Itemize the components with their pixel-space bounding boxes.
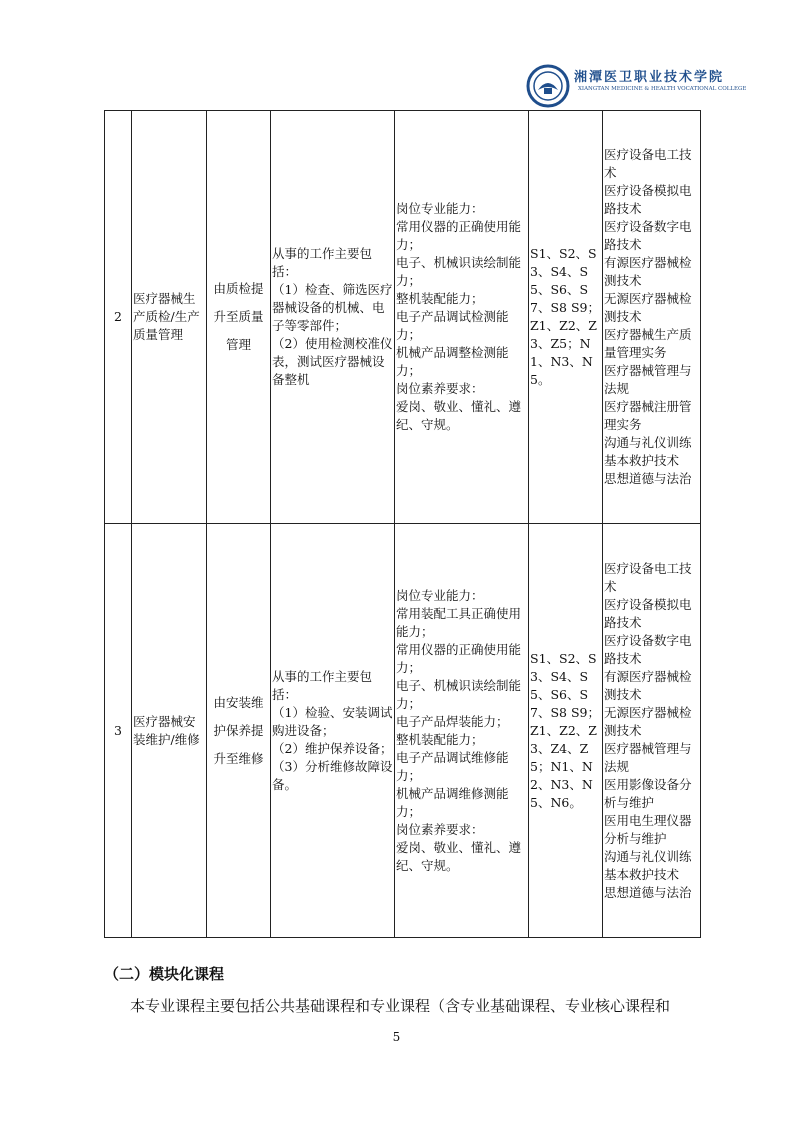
ability-line: 爱岗、敬业、懂礼、遵纪、守规。 [396,839,522,873]
course-item: 有源医疗器械检测技术 [604,668,692,702]
ability-line: 电子、机械识读绘制能力； [396,677,522,711]
course-item: 无源医疗器械检测技术 [604,704,692,738]
section-title: （二）模块化课程 [104,965,225,983]
job-tasks [271,111,395,524]
ability-line: 岗位专业能力： [396,201,484,216]
job-abilities [395,524,529,938]
task-line: （1）检查、筛选医疗器械设备的机械、电子等零部件； [272,282,393,333]
course-item: 医用影像设备分析与维护 [604,776,692,810]
row-number: 3 [105,524,132,938]
job-tasks [271,524,395,938]
career-path: 由质检提升至质量管理 [207,111,271,524]
course-item: 无源医疗器械检测技术 [604,291,692,324]
course-item: 医疗器械管理与法规 [604,740,692,774]
row-number: 2 [105,111,132,524]
task-line: （2）维护保养设备； [272,740,393,756]
competency-codes: S1、S2、S3、S4、S5、S6、S7、S8 S9；Z1、Z2、Z3、Z4、Z5；N1、N2、N3、N5、N6。 [529,524,603,938]
ability-line: 电子、机械识读绘制能力； [396,255,522,288]
ability-line: 电子产品调试检测能力； [396,309,509,342]
course-item: 有源医疗器械检测技术 [604,255,692,288]
ability-line: 电子产品焊装能力； [396,713,509,729]
course-item: 医疗设备模拟电路技术 [604,596,692,630]
ability-line: 爱岗、敬业、懂礼、遵纪、守规。 [396,399,522,432]
ability-line: 电子产品调试维修能力； [396,749,509,783]
course-item: 基本救护技术 [604,453,680,468]
ability-line: 常用仪器的正确使用能力； [396,219,522,252]
course-item: 医疗设备数字电路技术 [604,219,692,252]
table-row [105,111,701,524]
job-table [104,110,701,938]
job-position: 医疗器械安装维护/维修 [132,524,207,938]
course-item: 基本救护技术 [604,866,680,882]
course-item: 沟通与礼仪训练 [604,435,692,450]
course-item: 沟通与礼仪训练 [604,848,692,864]
competency-codes: S1、S2、S3、S4、S5、S6、S7、S8 S9；Z1、Z2、Z3、Z5；N1、N3、N5。 [529,111,603,524]
task-line: （1）检验、安装调试购进设备； [272,704,393,738]
ability-line: 岗位素养要求： [396,381,484,396]
page-number: 5 [392,1030,401,1044]
course-item: 医疗设备数字电路技术 [604,632,692,666]
task-line: 从事的工作主要包括： [272,668,373,702]
task-line: （3）分析维修故障设备。 [272,758,393,792]
table-row [105,524,701,938]
course-item: 思想道德与法治 [604,471,692,486]
task-line: （2）使用检测校准仪表，测试医疗器械设备整机 [272,336,393,387]
course-item: 医疗器械生产质量管理实务 [604,327,692,360]
ability-line: 整机装配能力； [396,731,484,747]
logo-text-cn: 湘潭医卫职业技术学院 [574,70,725,85]
course-item: 医疗设备模拟电路技术 [604,183,692,216]
career-path: 由安装维护保养提升至维修 [207,524,271,938]
course-item: 医用电生理仪器分析与维护 [604,812,692,846]
logo-text-en: XIANGTAN MEDICINE & HEALTH VOCATIONAL COLLEGE [578,86,747,92]
course-item: 医疗器械注册管理实务 [604,399,692,432]
ability-line: 整机装配能力； [396,291,484,306]
course-item: 医疗设备电工技术 [604,560,692,594]
ability-line: 机械产品调整检测能力； [396,345,509,378]
ability-line: 常用仪器的正确使用能力； [396,641,522,675]
job-abilities [395,111,529,524]
course-item: 医疗设备电工技术 [604,147,692,180]
body-paragraph: 本专业课程主要包括公共基础课程和专业课程（含专业基础课程、专业核心课程和 [130,997,671,1015]
course-item: 医疗器械管理与法规 [604,363,692,396]
job-position: 医疗器械生产质检/生产质量管理 [132,111,207,524]
ability-line: 岗位专业能力： [396,587,484,603]
related-courses [603,524,701,938]
course-item: 思想道德与法治 [604,884,692,900]
related-courses [603,111,701,524]
ability-line: 机械产品调维修测能力； [396,785,509,819]
task-line: 从事的工作主要包括： [272,246,373,279]
ability-line: 常用装配工具正确使用能力； [396,605,522,639]
ability-line: 岗位素养要求： [396,821,484,837]
